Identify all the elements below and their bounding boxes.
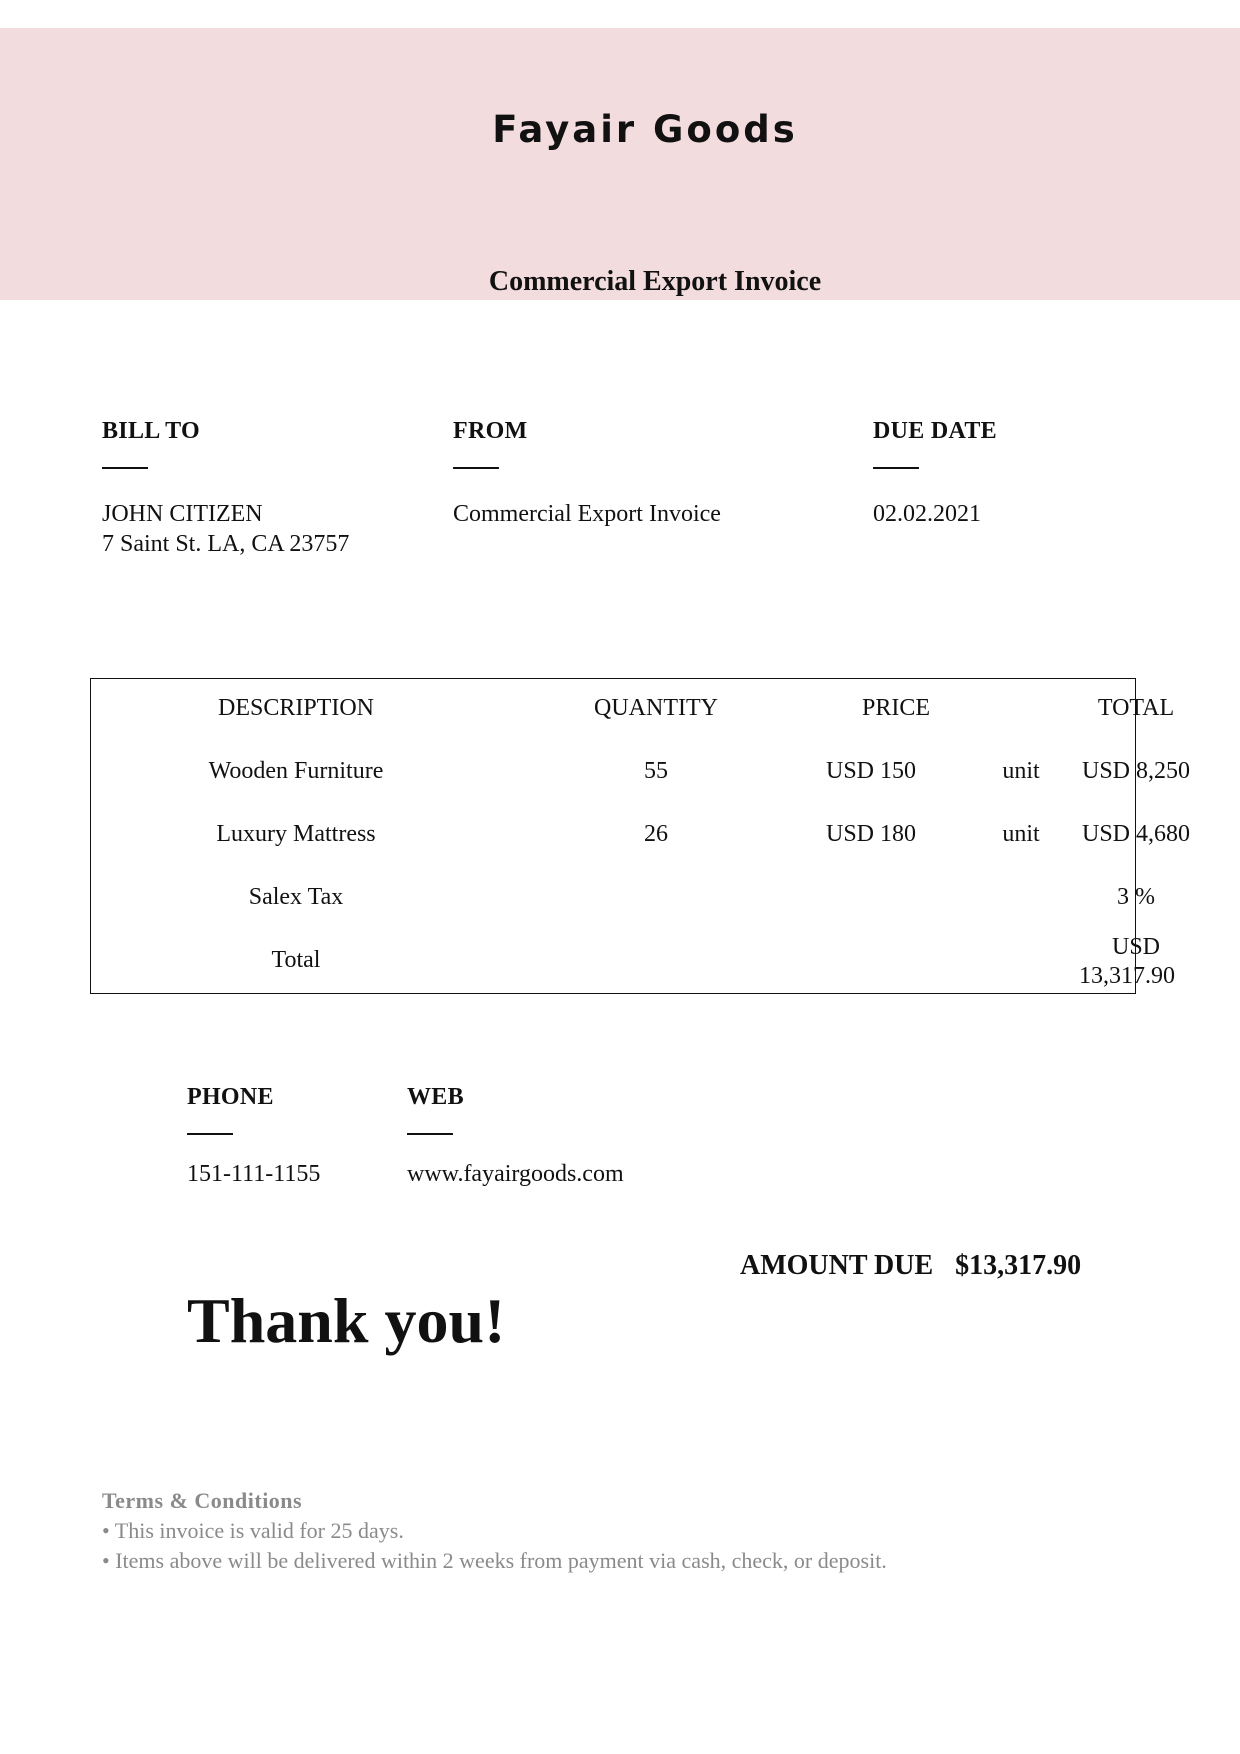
- row-unit: unit: [1002, 758, 1040, 784]
- bill-to-label: BILL TO: [102, 418, 200, 444]
- from-value: Commercial Export Invoice: [453, 501, 721, 527]
- thank-you-message: Thank you!: [187, 1285, 506, 1356]
- row-quantity: 26: [644, 821, 668, 847]
- divider: [453, 467, 499, 469]
- terms-item: • This invoice is valid for 25 days.: [102, 1518, 404, 1543]
- divider: [873, 467, 919, 469]
- bill-to-name: JOHN CITIZEN: [102, 501, 263, 527]
- total-value: [1051, 933, 1221, 991]
- header-description: DESCRIPTION: [217, 695, 374, 721]
- row-price: USD 180: [825, 821, 916, 847]
- items-table: [90, 678, 1190, 994]
- header-quantity: QUANTITY: [594, 695, 718, 721]
- document-title: Commercial Export Invoice: [488, 266, 822, 297]
- phone-value: 151-111-1155: [187, 1161, 321, 1187]
- total-currency: USD: [1111, 934, 1160, 960]
- row-price: USD 150: [825, 758, 916, 784]
- web-block: [407, 1084, 624, 1189]
- row-description: Wooden Furniture: [208, 758, 384, 784]
- total-label: Total: [271, 947, 321, 973]
- terms-title: Terms & Conditions: [102, 1488, 303, 1513]
- bill-to-block: [102, 418, 349, 559]
- web-value: www.fayairgoods.com: [407, 1161, 624, 1187]
- due-date-block: [873, 418, 997, 529]
- web-label: WEB: [407, 1084, 464, 1110]
- divider: [187, 1133, 233, 1135]
- amount-due-label: AMOUNT DUE: [740, 1250, 934, 1281]
- total-amount: 13,317.90: [1079, 963, 1175, 989]
- invoice-header: [0, 28, 1240, 300]
- divider: [407, 1133, 453, 1135]
- from-block: [453, 418, 721, 529]
- phone-label: PHONE: [187, 1084, 274, 1110]
- from-label: FROM: [453, 418, 528, 444]
- row-total: USD 8,250: [1081, 758, 1190, 784]
- bill-to-address: 7 Saint St. LA, CA 23757: [102, 531, 350, 557]
- amount-due-value: $13,317.90: [955, 1250, 1082, 1281]
- header-price: PRICE: [861, 695, 930, 721]
- divider: [102, 467, 148, 469]
- company-name: Fayair Goods: [492, 108, 798, 151]
- due-date-value: 02.02.2021: [873, 501, 981, 527]
- header-total: TOTAL: [1097, 695, 1175, 721]
- due-date-label: DUE DATE: [873, 418, 997, 444]
- terms-and-conditions: [102, 1486, 887, 1576]
- bill-to-value: [102, 499, 349, 559]
- row-quantity: 55: [644, 758, 668, 784]
- row-total: USD 4,680: [1081, 821, 1190, 847]
- phone-block: [187, 1084, 320, 1189]
- terms-item: • Items above will be delivered within 2 weeks from payment via cash, check, or deposit.: [102, 1548, 887, 1573]
- row-description: Luxury Mattress: [216, 821, 376, 847]
- tax-label: Salex Tax: [248, 884, 344, 910]
- amount-due: [740, 1250, 1081, 1282]
- row-unit: unit: [1002, 821, 1040, 847]
- tax-value: 3 %: [1117, 884, 1155, 910]
